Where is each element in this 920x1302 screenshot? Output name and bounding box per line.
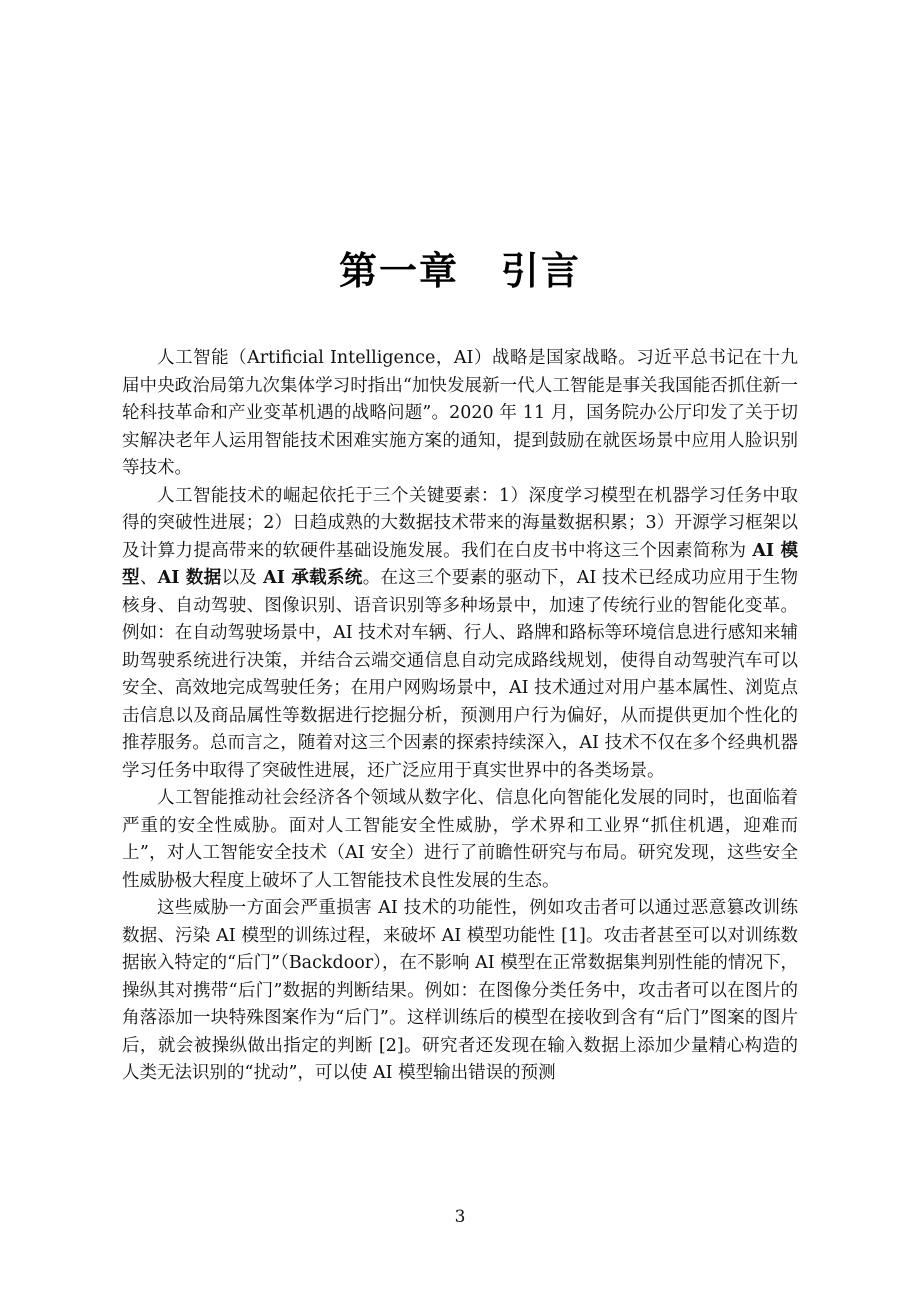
term-ai-system: AI 承载系统 — [263, 568, 363, 588]
chapter-label: 第一章 — [338, 248, 459, 293]
chapter-title — [0, 240, 920, 295]
paragraph-3: 人工智能推动社会经济各个领域从数字化、信息化向智能化发展的同时，也面临着严重的安全性威胁。面对人工智能安全性威胁，学术界和工业界“抓住机遇，迎难而上”，对人工智能安全技术（AI 安全）进行了前瞻性研究与布局。研究发现，这些安全性威胁极大程度上破坏了人工智能技术良性发展的生态。 — [122, 788, 798, 891]
term-separator-1: 、 — [139, 568, 158, 588]
paragraph-4: 这些威胁一方面会严重损害 AI 技术的功能性，例如攻击者可以通过恶意篡改训练数据、污染 AI 模型的训练过程，来破坏 AI 模型功能性 [1]。攻击者甚至可以对训练数据嵌入特定的“后门”（Backdoor），在不影响 AI 模型在正常数据集判别性能的情况下，操纵其对携带“后门”数据的判断结果。例如：在图像分类任务中，攻击者可以在图片的角落添加一块特殊图案作为“后门”。这样训练后的模型在接收到含有“后门”图案的图片后，就会被操纵做出指定的判断 [2]。研究者还发现在输入数据上添加少量精心构造的人类无法识别的“扰动”，可以使 AI 模型输出错误的预测 — [122, 898, 798, 1083]
term-ai-model: AI 模型 — [122, 540, 799, 588]
paragraph-1: 人工智能（Artificial Intelligence，AI）战略是国家战略。习近平总书记在十九届中央政治局第九次集体学习时指出“加快发展新一代人工智能是事关我国能否抓住新一轮科技革命和产业变革机遇的战略问题”。2020 年 11 月，国务院办公厅印发了关于切实解决老年人运用智能技术困难实施方案的通知，提到鼓励在就医场景中应用人脸识别等技术。 — [122, 348, 798, 478]
term-ai-data: AI 数据 — [157, 568, 222, 588]
paragraph-2-part-2: 。在这三个要素的驱动下，AI 技术已经成功应用于生物核身、自动驾驶、图像识别、语音识别等多种场景中，加速了传统行业的智能化变革。例如：在自动驾驶场景中，AI 技术对车辆、行人、路牌和路标等环境信息进行感知来辅助驾驶系统进行决策，并结合云端交通信息自动完成路线规划，使得自动驾驶汽车可以安全、高效地完成驾驶任务；在用户网购场景中，AI 技术通过对用户基本属性、浏览点击信息以及商品属性等数据进行挖掘分析，预测用户行为偏好，从而提供更加个性化的推荐服务。总而言之，随着对这三个因素的探索持续深入，AI 技术不仅在多个经典机器学习任务中取得了突破性进展，还广泛应用于真实世界中的各类场景。 — [122, 568, 799, 781]
chapter-name: 引言 — [501, 248, 582, 293]
paragraph-2 — [122, 483, 798, 786]
page-number: 3 — [454, 1207, 466, 1227]
term-separator-2: 以及 — [221, 568, 264, 588]
paragraph-2-part-1: 人工智能技术的崛起依托于三个关键要素：1）深度学习模型在机器学习任务中取得的突破性进展；2）日趋成熟的大数据技术带来的海量数据积累；3）开源学习框架以及计算力提高带来的软硬件基础设施发展。我们在白皮书中将这三个因素简称为 — [122, 485, 798, 561]
chapter-body — [122, 345, 798, 1088]
